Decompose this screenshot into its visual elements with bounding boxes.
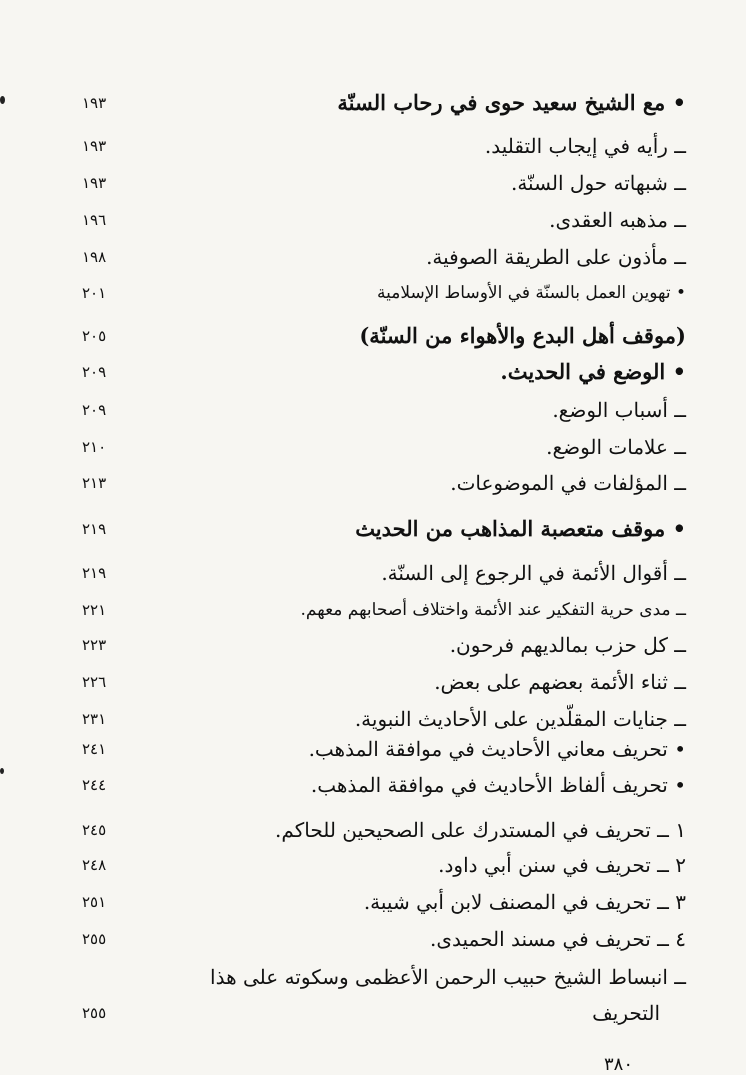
toc-entry: ــ مدى حرية التفكير عند الأئمة واختلاف أصحابهم معهم. bbox=[300, 600, 686, 620]
toc-row bbox=[60, 556, 686, 590]
page-number: ٢٥١ bbox=[82, 893, 107, 911]
toc-row bbox=[60, 393, 686, 427]
toc-row bbox=[60, 166, 686, 200]
section-heading: (موقف أهل البدع والأهواء من السنّة) bbox=[359, 323, 686, 348]
page-number: ٢١٠ bbox=[82, 438, 107, 456]
toc-entry: • تحريف ألفاظ الأحاديث في موافقة المذهب. bbox=[310, 773, 686, 797]
toc-row bbox=[60, 129, 686, 163]
page-number: ٢٠٩ bbox=[82, 363, 107, 381]
toc-row bbox=[60, 960, 686, 1032]
toc-entry: ــ علامات الوضع. bbox=[546, 435, 686, 459]
toc-entry: ــ المؤلفات في الموضوعات. bbox=[450, 471, 686, 495]
toc-row bbox=[60, 203, 686, 237]
scan-mark bbox=[0, 96, 5, 104]
page-number: ٢٠٥ bbox=[82, 327, 107, 345]
page-number: ١٩٨ bbox=[82, 248, 107, 266]
toc-entry: ــ شبهاته حول السنّة. bbox=[510, 171, 686, 195]
page-number: ٢٤٨ bbox=[82, 856, 107, 874]
page-number: ٢٤٥ bbox=[82, 821, 107, 839]
toc-row bbox=[60, 86, 686, 120]
page-number: ٢٥٥ bbox=[82, 930, 107, 948]
toc-entry: ٤ ــ تحريف في مسند الحميدى. bbox=[429, 927, 686, 951]
toc-entry: • تحريف معاني الأحاديث في موافقة المذهب. bbox=[308, 737, 686, 761]
toc-row bbox=[60, 276, 686, 310]
toc-entry: ــ انبساط الشيخ حبيب الرحمن الأعظمى وسكوته على هذا bbox=[210, 965, 686, 989]
section-heading: • موقف متعصبة المذاهب من الحديث bbox=[355, 516, 686, 541]
page-number: ١٩٦ bbox=[82, 211, 107, 229]
page-number: ٢٣١ bbox=[82, 710, 107, 728]
page-number: ٢٥٥ bbox=[82, 1004, 107, 1022]
toc-row bbox=[60, 319, 686, 353]
section-heading: • الوضع في الحديث. bbox=[500, 359, 686, 384]
toc-entry: ــ ثناء الأئمة بعضهم على بعض. bbox=[434, 670, 686, 694]
toc-row bbox=[60, 665, 686, 699]
toc-row bbox=[60, 885, 686, 919]
toc-entry-continuation: التحريف bbox=[592, 1001, 660, 1025]
page-number: ٢١٩ bbox=[82, 520, 107, 538]
scan-mark bbox=[0, 768, 4, 774]
page-number: ٢٤٤ bbox=[82, 776, 107, 794]
toc-row bbox=[60, 593, 686, 627]
toc-entry: ٢ ــ تحريف في سنن أبي داود. bbox=[438, 853, 686, 877]
page-number: ٢٢٣ bbox=[82, 636, 107, 654]
page-number: ٢٢٦ bbox=[82, 673, 107, 691]
toc-entry: ــ مذهبه العقدى. bbox=[549, 208, 686, 232]
toc-row bbox=[60, 430, 686, 464]
page-number: ٢٠٩ bbox=[82, 401, 107, 419]
page-number: ٢١٣ bbox=[82, 474, 107, 492]
page-number: ٢١٩ bbox=[82, 564, 107, 582]
toc-row bbox=[60, 732, 686, 766]
toc-row bbox=[60, 813, 686, 847]
toc-entry: ــ كل حزب بمالديهم فرحون. bbox=[449, 633, 686, 657]
toc-row bbox=[60, 628, 686, 662]
toc-entry: • تهوين العمل بالسنّة في الأوساط الإسلامية bbox=[376, 283, 686, 303]
toc-row bbox=[60, 922, 686, 956]
page-number: ١٩٣ bbox=[82, 174, 107, 192]
section-heading: • مع الشيخ سعيد حوى في رحاب السنّة bbox=[337, 90, 686, 115]
page-number: ١٩٣ bbox=[82, 137, 107, 155]
page-number: ٢٢١ bbox=[82, 601, 107, 619]
toc-row bbox=[60, 848, 686, 882]
toc-entry: ــ مأذون على الطريقة الصوفية. bbox=[426, 245, 686, 269]
page-number: ١٩٣ bbox=[82, 94, 107, 112]
toc-entry: ــ أقوال الأئمة في الرجوع إلى السنّة. bbox=[381, 561, 686, 585]
toc-entry: ــ جنايات المقلّدين على الأحاديث النبوية. bbox=[354, 707, 686, 731]
footer-page-number: ٣٨٠ bbox=[604, 1054, 634, 1075]
toc-row bbox=[60, 466, 686, 500]
toc-entry: ــ أسباب الوضع. bbox=[552, 398, 686, 422]
toc-entry: ١ ــ تحريف في المستدرك على الصحيحين للحاكم. bbox=[275, 818, 686, 842]
toc-row bbox=[60, 702, 686, 736]
toc-row bbox=[60, 768, 686, 802]
toc-entry: ــ رأيه في إيجاب التقليد. bbox=[484, 134, 686, 158]
toc-entry: ٣ ــ تحريف في المصنف لابن أبي شيبة. bbox=[363, 890, 686, 914]
page-number: ٢٤١ bbox=[82, 740, 107, 758]
toc-row bbox=[60, 355, 686, 389]
page-number: ٢٠١ bbox=[82, 284, 107, 302]
toc-row bbox=[60, 240, 686, 274]
toc-row bbox=[60, 512, 686, 546]
